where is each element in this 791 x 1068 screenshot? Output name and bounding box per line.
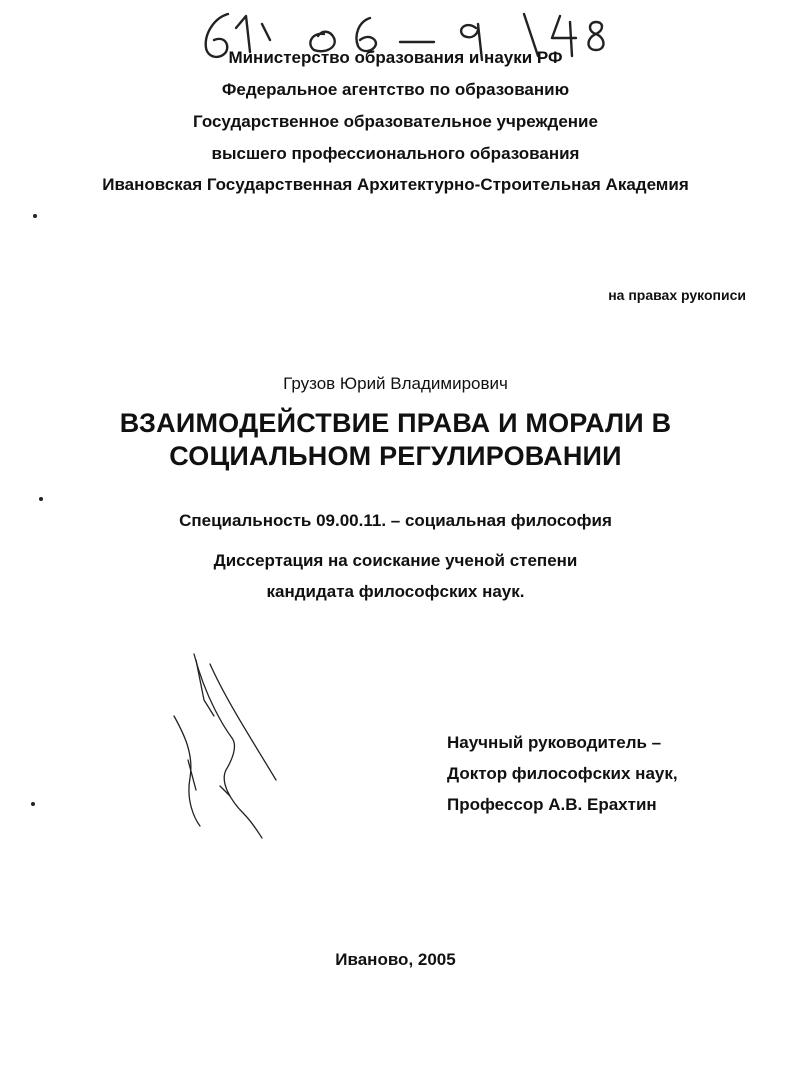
academy-line: Ивановская Государственная Архитектурно-Строительная Академия xyxy=(102,175,689,194)
city-year: Иваново, 2005 xyxy=(335,950,456,969)
author-name: Грузов Юрий Владимирович xyxy=(283,374,508,393)
ministry-line: Министерство образования и науки РФ xyxy=(228,48,563,67)
dissertation-title-line-1: ВЗАИМОДЕЙСТВИЕ ПРАВА И МОРАЛИ В xyxy=(119,408,672,438)
degree-line-1: Диссертация на соискание ученой степени xyxy=(213,551,578,570)
manuscript-note: на правах рукописи xyxy=(608,287,746,303)
supervisor-degree: Доктор философских наук, xyxy=(447,764,678,783)
supervisor-name: Профессор А.В. Ерахтин xyxy=(447,795,657,814)
dissertation-title-line-2: СОЦИАЛЬНОМ РЕГУЛИРОВАНИИ xyxy=(169,441,622,471)
supervisor-role: Научный руководитель – xyxy=(447,733,662,752)
agency-line: Федеральное агентство по образованию xyxy=(221,80,570,99)
institution-line: Государственное образовательное учреждение xyxy=(193,112,598,131)
specialty-line: Специальность 09.00.11. – социальная философия xyxy=(179,511,612,530)
scan-speck xyxy=(39,497,43,501)
education-level-line: высшего профессионального образования xyxy=(211,144,580,163)
degree-line-2: кандидата философских наук. xyxy=(266,582,525,601)
scan-speck xyxy=(33,214,37,218)
scan-speck xyxy=(31,802,35,806)
